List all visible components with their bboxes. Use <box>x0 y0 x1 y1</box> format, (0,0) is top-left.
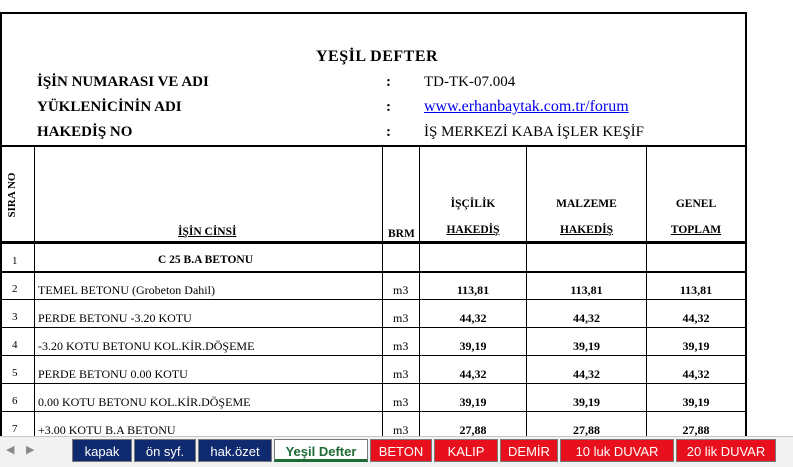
sheet-tab[interactable]: 10 luk DUVAR <box>560 439 674 462</box>
scroll-right-icon[interactable]: ▶ <box>26 444 35 456</box>
cell-genel: 44,32 <box>682 311 710 325</box>
sheet-tab[interactable]: Yeşil Defter <box>274 439 368 462</box>
contractor-label: YÜKLENİCİNİN ADI <box>37 99 182 115</box>
cell-brm: m3 <box>393 283 409 297</box>
job-number-colon: : <box>386 74 391 90</box>
table-row[interactable] <box>0 300 747 328</box>
cell-cins: PERDE BETONU -3.20 KOTU <box>38 311 192 325</box>
col-header-genel: GENEL <box>675 198 717 210</box>
cell-sira-no: 5 <box>12 367 18 379</box>
cell-brm: m3 <box>393 367 409 381</box>
sheet-tab[interactable]: BETON <box>370 439 432 462</box>
col-header-brm: BRM <box>388 228 415 240</box>
job-number-value: TD-TK-07.004 <box>424 74 516 90</box>
col-header-malzeme-2: HAKEDİŞ <box>559 224 614 236</box>
cell-sira-no: 4 <box>12 339 18 351</box>
progress-no-label: HAKEDİŞ NO <box>37 124 133 140</box>
cell-genel: 113,81 <box>679 283 713 297</box>
cell-genel: 39,19 <box>682 395 710 409</box>
sheet-tab[interactable]: 20 lik DUVAR <box>676 439 776 462</box>
progress-no-colon: : <box>386 124 391 140</box>
cell-malzeme: 39,19 <box>573 395 600 409</box>
cell-iscilik: 39,19 <box>459 339 487 353</box>
contractor-colon: : <box>386 99 391 115</box>
cell-cins: TEMEL BETONU (Grobeton Dahil) <box>38 283 215 297</box>
cell-iscilik: 27,88 <box>459 423 487 436</box>
cell-brm: m3 <box>393 395 409 409</box>
cell-malzeme: 113,81 <box>570 283 603 297</box>
cell-cins: +3.00 KOTU B.A BETONU <box>38 423 176 436</box>
sheet-tab[interactable]: KALIP <box>434 439 498 462</box>
sheet-tab[interactable]: hak.özet <box>198 439 272 462</box>
cell-genel: 27,88 <box>682 423 710 436</box>
table-row[interactable] <box>0 328 747 356</box>
cell-malzeme: 27,88 <box>573 423 600 436</box>
sheet-title: YEŞİL DEFTER <box>316 48 439 65</box>
cell-malzeme: 44,32 <box>573 367 600 381</box>
scroll-left-icon[interactable]: ◀ <box>6 444 15 456</box>
cell-iscilik: 39,19 <box>459 395 487 409</box>
col-header-cins: İŞİN CİNSİ <box>178 226 237 238</box>
cell-brm: m3 <box>393 423 409 436</box>
cell-sira-no: 1 <box>12 255 18 267</box>
cell-brm: m3 <box>393 339 409 353</box>
table-top-border <box>0 145 747 147</box>
cell-genel: 44,32 <box>682 367 710 381</box>
cell-cins: C 25 B.A BETONU <box>158 254 254 266</box>
cell-malzeme: 39,19 <box>573 339 600 353</box>
sheet-tab[interactable]: kapak <box>72 439 132 462</box>
cell-cins: PERDE BETONU 0.00 KOTU <box>38 367 188 381</box>
table-row[interactable] <box>0 384 747 412</box>
sheet-tab[interactable]: ön syf. <box>134 439 196 462</box>
sheet-tab[interactable]: DEMİR <box>500 439 558 462</box>
cell-malzeme: 44,32 <box>573 311 600 325</box>
col-header-sira: SIRA NO <box>6 172 18 218</box>
cell-sira-no: 6 <box>12 395 18 407</box>
cell-iscilik: 44,32 <box>459 311 487 325</box>
contractor-link[interactable]: www.erhanbaytak.com.tr/forum <box>424 98 629 115</box>
col-header-iscilik-2: HAKEDİŞ <box>446 224 500 236</box>
cell-iscilik: 113,81 <box>456 283 490 297</box>
col-header-iscilik: İŞÇİLİK <box>450 198 496 210</box>
cell-iscilik: 44,32 <box>459 367 487 381</box>
cell-cins: -3.20 KOTU BETONU KOL.KİR.DÖŞEME <box>38 339 255 353</box>
col-header-malzeme: MALZEME <box>556 198 617 210</box>
sheet-tab-bar <box>0 436 793 467</box>
cell-brm: m3 <box>393 311 409 325</box>
col-header-genel-2: TOPLAM <box>670 224 722 236</box>
table-row[interactable] <box>0 356 747 384</box>
progress-no-value: İŞ MERKEZİ KABA İŞLER KEŞİF <box>424 124 645 140</box>
table-row[interactable] <box>0 272 747 300</box>
cell-sira-no: 7 <box>12 423 18 435</box>
table-row[interactable] <box>0 412 747 436</box>
cell-sira-no: 3 <box>12 311 18 323</box>
cell-genel: 39,19 <box>682 339 710 353</box>
cell-cins: 0.00 KOTU BETONU KOL.KİR.DÖŞEME <box>38 395 251 409</box>
top-border <box>0 12 747 14</box>
cell-sira-no: 2 <box>12 283 18 295</box>
table-row[interactable] <box>0 244 747 272</box>
job-number-label: İŞİN NUMARASI VE ADI <box>37 74 209 90</box>
